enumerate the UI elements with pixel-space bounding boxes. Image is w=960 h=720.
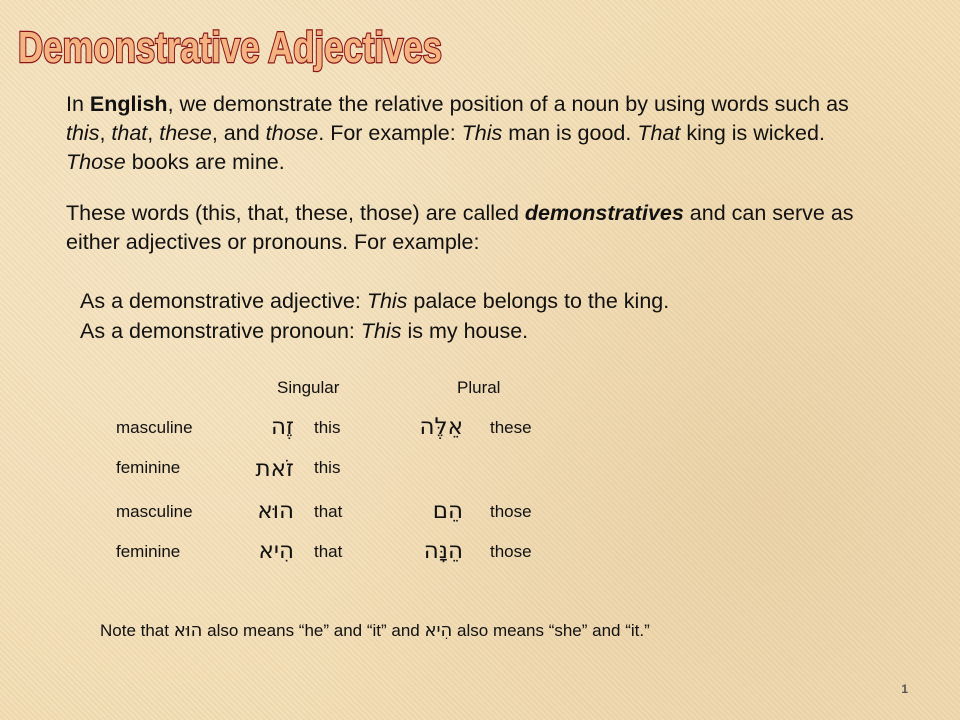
- intro-text: . For example:: [318, 121, 462, 145]
- example-rest: is my house.: [401, 319, 529, 343]
- hebrew-singular: זֹאת: [255, 456, 294, 482]
- slide-title: [12, 6, 452, 76]
- term-demonstratives: demonstratives: [524, 201, 684, 225]
- gender-label: masculine: [116, 502, 193, 521]
- example-emphasis: That: [637, 121, 681, 145]
- example-prefix: As a demonstrative pronoun:: [80, 319, 361, 343]
- column-header-singular: Singular: [277, 378, 340, 397]
- example-pronoun: [80, 316, 669, 346]
- example-prefix: As a demonstrative adjective:: [80, 289, 367, 313]
- column-header-plural: Plural: [457, 378, 501, 397]
- table-row: [0, 456, 960, 492]
- intro-text: , and: [211, 121, 266, 145]
- example-emphasis: This: [366, 289, 408, 313]
- gloss-singular: this: [314, 458, 341, 477]
- note-hebrew-hi: הִיא: [424, 620, 453, 641]
- hebrew-singular: הִיא: [258, 538, 294, 564]
- gender-label: feminine: [116, 458, 181, 477]
- gloss-singular: that: [314, 542, 343, 561]
- gloss-plural: these: [490, 418, 532, 437]
- table-row: [0, 414, 960, 450]
- example-adjective: [80, 286, 669, 316]
- gloss-singular: that: [314, 502, 343, 521]
- usage-note: [100, 618, 800, 644]
- gloss-plural: those: [490, 542, 532, 561]
- note-text: also means “she” and “it.”: [452, 621, 650, 640]
- examples-block: [80, 286, 669, 346]
- example-word-those: those: [265, 121, 319, 145]
- definition-text: These words (this, that, these, those) are called: [66, 201, 525, 225]
- intro-text: books are mine.: [125, 150, 285, 174]
- table-row: [0, 496, 960, 532]
- emphasis-english: English: [89, 92, 168, 116]
- definition-text: and can serve as either adjectives or pronouns. For example:: [66, 201, 854, 254]
- hebrew-singular: הוּא: [257, 498, 294, 524]
- hebrew-plural: הֵנָּה: [423, 538, 463, 564]
- slide-title-graphic: [12, 6, 452, 76]
- example-emphasis: This: [360, 319, 402, 343]
- intro-text: , we demonstrate the relative position of a noun by using words such as: [167, 92, 849, 116]
- intro-text: king is wicked.: [680, 121, 825, 145]
- gender-label: masculine: [116, 418, 193, 437]
- gloss-plural: those: [490, 502, 532, 521]
- hebrew-singular: זֶה: [271, 414, 294, 440]
- note-text: Note that: [100, 621, 174, 640]
- gloss-singular: this: [314, 418, 341, 437]
- example-word-this: this: [66, 121, 100, 145]
- hebrew-plural: אֵלֶּה: [419, 414, 463, 440]
- table-row: [0, 536, 960, 572]
- page-number: 1: [901, 682, 908, 696]
- definition-paragraph: [66, 199, 886, 257]
- example-word-that: that: [111, 121, 148, 145]
- intro-text: ,: [99, 121, 112, 145]
- intro-paragraph: [66, 90, 886, 177]
- intro-text: ,: [147, 121, 160, 145]
- gender-label: feminine: [116, 542, 181, 561]
- hebrew-plural: הֵם: [432, 498, 463, 524]
- note-text: also means “he” and “it” and: [202, 621, 425, 640]
- example-emphasis: Those: [66, 150, 126, 174]
- note-hebrew-hu: הוּא: [173, 620, 203, 641]
- slide-title-text: Demonstrative Adjectives: [18, 23, 442, 72]
- example-rest: palace belongs to the king.: [407, 289, 670, 313]
- intro-text: In: [66, 92, 90, 116]
- example-word-these: these: [159, 121, 212, 145]
- intro-text: man is good.: [502, 121, 638, 145]
- example-emphasis: This: [461, 121, 503, 145]
